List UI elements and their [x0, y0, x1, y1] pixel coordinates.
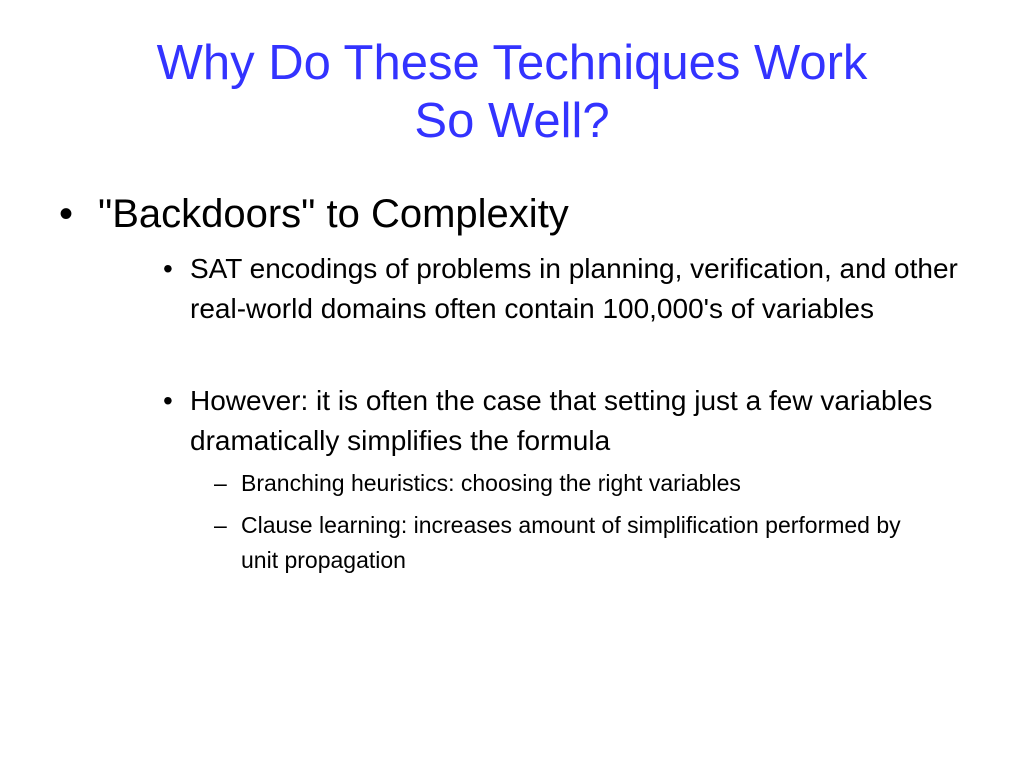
title-line-1: Why Do These Techniques Work	[156, 36, 868, 90]
bullet-icon: •	[163, 253, 173, 284]
sub-sub-bullet-text: Branching heuristics: choosing the right variables	[241, 470, 741, 496]
bullet-icon: •	[59, 192, 74, 236]
sub-sub-bullet-text: Clause learning: increases amount of simplification performed by unit propagation	[241, 512, 901, 573]
dash-icon: –	[214, 470, 227, 496]
dash-icon: –	[214, 512, 227, 538]
sub-bullet-text: SAT encodings of problems in planning, verification, and other real-world domains often contain 100,000's of variables	[190, 253, 958, 324]
title-line-2: So Well?	[414, 94, 610, 148]
main-bullet-text: "Backdoors" to Complexity	[98, 192, 569, 236]
sub-bullet-text: However: it is often the case that setting just a few variables dramatically simplifies the formula	[190, 385, 933, 456]
bullet-icon: •	[163, 385, 173, 416]
slide-title	[40, 34, 984, 150]
